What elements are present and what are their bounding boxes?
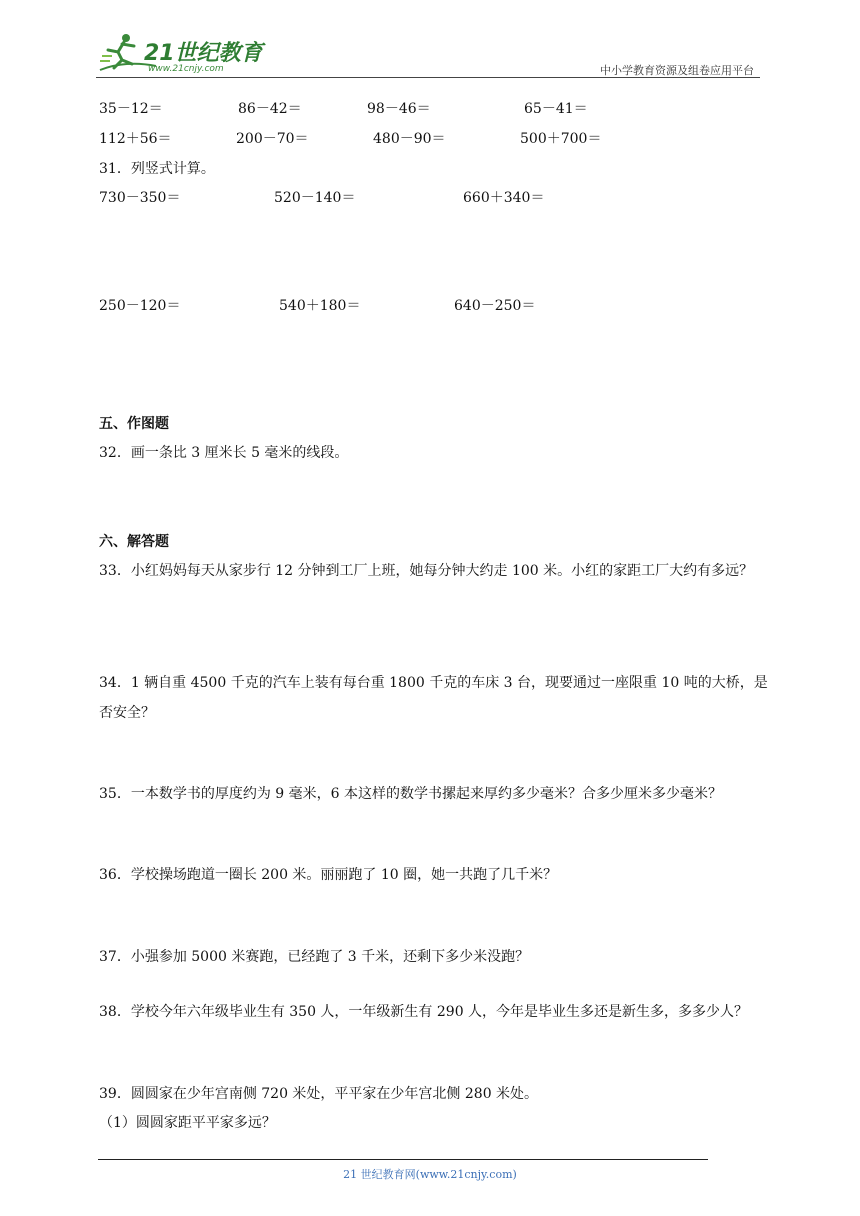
calc-item: 112＋56＝ (99, 131, 172, 147)
vertical-calc-item: 250－120＝ (99, 298, 181, 314)
vertical-calc-item: 730－350＝ (99, 190, 181, 206)
vertical-calc-item: 540＋180＝ (279, 298, 361, 314)
section-6-heading: 六、解答题 (99, 534, 169, 550)
question-39: 39．圆圆家在少年宫南侧 720 米处，平平家在少年宫北侧 280 米处。 (99, 1086, 539, 1102)
vertical-calc-item: 660＋340＝ (463, 190, 545, 206)
question-39-part-1: （1）圆圆家距平平家多远？ (99, 1115, 276, 1131)
logo-text: 21世纪教育 (144, 41, 263, 66)
header-divider (96, 77, 760, 78)
question-31-title: 31．列竖式计算。 (99, 161, 215, 177)
question-37: 37．小强参加 5000 米赛跑，已经跑了 3 千米，还剩下多少米没跑？ (99, 949, 530, 965)
vertical-calc-item: 520－140＝ (274, 190, 356, 206)
question-33: 33．小红妈妈每天从家步行 12 分钟到工厂上班，她每分钟大约走 100 米。小红的家距工厂大约有多远？ (99, 563, 754, 579)
question-36: 36．学校操场跑道一圈长 200 米。丽丽跑了 10 圈，她一共跑了几千米？ (99, 867, 558, 883)
calc-item: 480－90＝ (373, 131, 446, 147)
calc-item: 65－41＝ (524, 101, 588, 117)
calc-item: 500＋700＝ (520, 131, 602, 147)
calc-item: 98－46＝ (367, 101, 431, 117)
footer-divider (98, 1159, 708, 1160)
calc-item: 200－70＝ (236, 131, 309, 147)
question-35: 35．一本数学书的厚度约为 9 毫米，6 本这样的数学书摞起来厚约多少毫米？合多少厘米多少毫米？ (99, 786, 722, 802)
vertical-calc-item: 640－250＝ (454, 298, 536, 314)
calc-item: 86－42＝ (238, 101, 302, 117)
question-34: 34．1 辆自重 4500 千克的汽车上装有每台重 1800 千克的车床 3 台，现要通过一座限重 10 吨的大桥，是否安全？ (99, 675, 768, 721)
question-32: 32．画一条比 3 厘米长 5 毫米的线段。 (99, 445, 349, 461)
site-logo (96, 30, 266, 78)
logo-url: www.21cnjy.com (148, 64, 224, 74)
footer-text: 21 世纪教育网(www.21cnjy.com) (343, 1168, 517, 1181)
calc-item: 35－12＝ (99, 101, 163, 117)
question-38: 38．学校今年六年级毕业生有 350 人，一年级新生有 290 人，今年是毕业生多还是新生多，多多少人？ (99, 1004, 749, 1020)
section-5-heading: 五、作图题 (99, 416, 169, 432)
platform-label: 中小学教育资源及组卷应用平台 (600, 64, 754, 77)
